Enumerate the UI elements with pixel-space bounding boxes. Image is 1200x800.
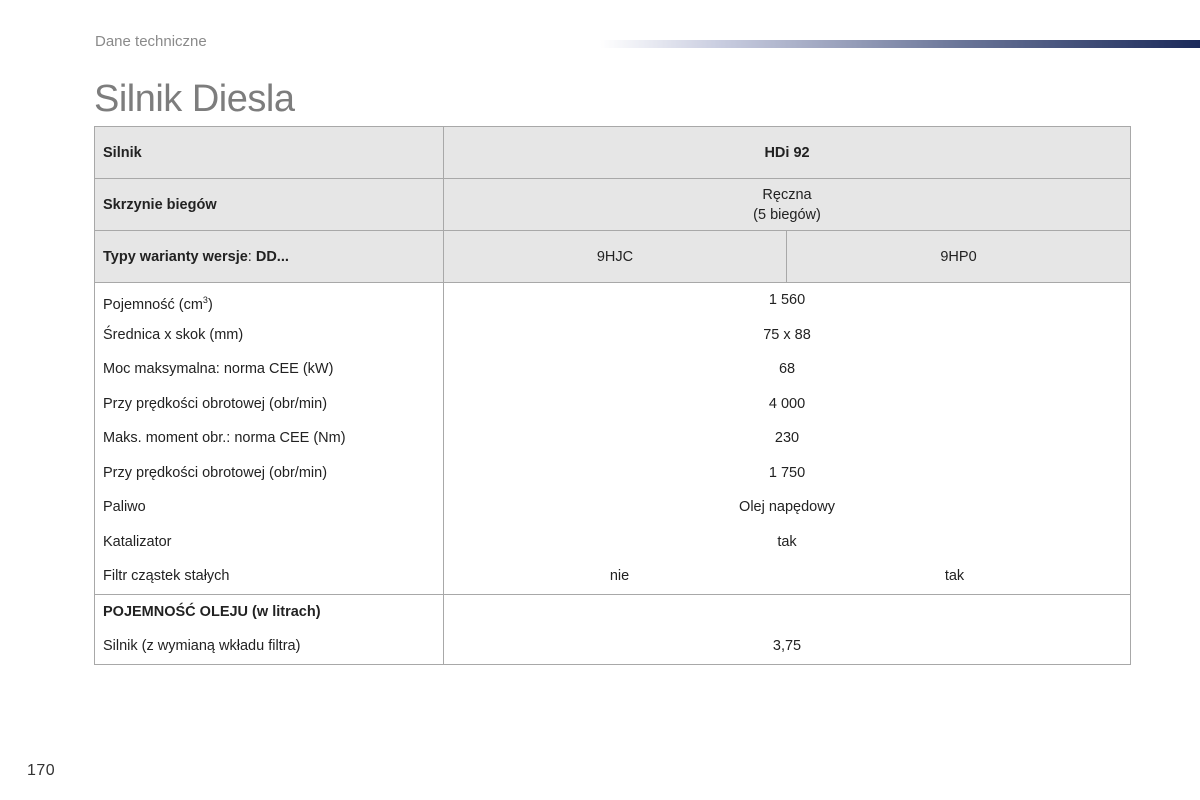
- spec-value: 75 x 88: [763, 326, 811, 343]
- gearbox-value-line1: Ręczna: [762, 186, 812, 203]
- oil-labels-cell: [95, 594, 444, 664]
- gearbox-value: [444, 179, 1131, 231]
- spec-label: Maks. moment obr.: norma CEE (Nm): [103, 430, 346, 446]
- spec-value-split: [444, 559, 1130, 594]
- spec-label-sup: 3: [202, 295, 208, 305]
- oil-values-cell: [444, 594, 1131, 664]
- spec-label: Katalizator: [103, 533, 172, 550]
- oil-row-value: 3,75: [772, 638, 802, 654]
- header-gradient-bar: [600, 40, 1200, 48]
- spec-body-row: [95, 283, 1131, 595]
- engine-spec-table: [94, 126, 1131, 665]
- spec-value: 1 750: [768, 464, 806, 481]
- spec-value: 1 560: [768, 292, 806, 308]
- variants-separator: :: [247, 248, 252, 265]
- oil-row-label: Silnik (z wymianą wkładu filtra): [103, 638, 301, 654]
- gearbox-row: [95, 179, 1131, 231]
- variants-row: [95, 231, 1131, 283]
- page-number: 170: [27, 762, 56, 779]
- spec-value: 230: [774, 430, 800, 446]
- oil-heading: POJEMNOŚĆ OLEJU (w litrach): [103, 603, 321, 620]
- spec-label: [95, 283, 443, 318]
- spec-label: Filtr cząstek stałych: [103, 568, 230, 584]
- spec-value: 68: [778, 361, 796, 377]
- spec-value: Olej napędowy: [739, 499, 835, 515]
- variants-suffix: DD...: [255, 248, 289, 265]
- spec-label: Średnica x skok (mm): [103, 326, 244, 343]
- spec-value: tak: [777, 533, 797, 550]
- variants-label-cell: [95, 231, 444, 283]
- gearbox-label: Skrzynie biegów: [95, 179, 444, 231]
- spec-label: Przy prędkości obrotowej (obr/min): [103, 464, 328, 481]
- oil-heading-blank: [444, 595, 1130, 630]
- engine-label: Silnik: [95, 127, 444, 179]
- spec-values-cell: [444, 283, 1131, 595]
- engine-row: [95, 127, 1131, 179]
- engine-value: HDi 92: [444, 127, 1131, 179]
- variants-label: Typy warianty wersje: [103, 248, 248, 265]
- spec-labels-cell: [95, 283, 444, 595]
- spec-label-text: Pojemność (cm: [103, 296, 203, 313]
- spec-label: Przy prędkości obrotowej (obr/min): [103, 395, 328, 412]
- section-label: Dane techniczne: [95, 33, 207, 50]
- spec-value-variant-2: tak: [944, 568, 965, 584]
- spec-label-end: ): [207, 296, 213, 313]
- variant-1: 9HJC: [444, 231, 787, 283]
- variant-2: 9HP0: [787, 231, 1131, 283]
- page-title: Silnik Diesla: [94, 78, 295, 120]
- gearbox-value-line2: (5 biegów): [753, 206, 821, 223]
- spec-value: 4 000: [768, 395, 806, 412]
- spec-label: Moc maksymalna: norma CEE (kW): [103, 361, 334, 377]
- spec-value-variant-1: nie: [609, 568, 630, 584]
- oil-row: [95, 594, 1131, 664]
- spec-label: Paliwo: [103, 499, 146, 515]
